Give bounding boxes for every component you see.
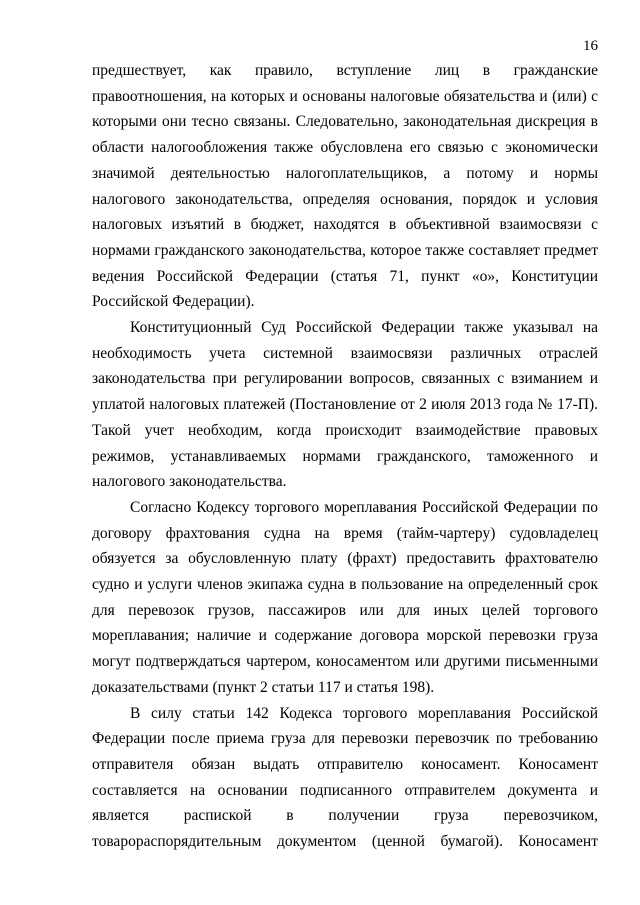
document-body	[92, 58, 598, 855]
paragraph-merchant-shipping-code: Согласно Кодексу торгового мореплавания Российской Федерации по договору фрахтования судна на время (тайм-чартеру) судовладелец обязуется за обусловленную плату (фрахт) предоставить фрахтователю судно и услуги членов экипажа судна в пользование на определенный срок для перевозок грузов, пассажиров или для иных целей торгового мореплавания; наличие и содержание договора морской перевозки груза могут подтверждаться чартером, коносаментом или другими письменными доказательствами (пункт 2 статьи 117 и статья 198).	[92, 498, 598, 696]
paragraph-constitutional-court: Конституционный Суд Российской Федерации также указывал на необходимость учета системной взаимосвязи различных отраслей законодательства при регулировании вопросов, связанных с взиманием и уплатой налоговых платежей (Постановление от 2 июля 2013 года № 17-П). Такой учет необходим, когда происходит взаимодействие правовых режимов, устанавливаемых нормами гражданского, таможенного и налогового законодательства.	[92, 319, 598, 491]
paragraph-bill-of-lading: В силу статьи 142 Кодекса торгового мореплавания Российской Федерации после приема груза для перевозки перевозчик по требованию отправителя обязан выдать отправителю коносамент. Коносамент составляется на основании подписанного отправителем документа и является распиской в получении груза перевозчиком, товарораспорядительным документом (ценной бумагой). Коносамент	[92, 704, 598, 851]
page-number: 16	[583, 38, 598, 54]
paragraph-continued: предшествует, как правило, вступление лиц в гражданские правоотношения, на которых и основаны налоговые обязательства и (или) с которыми они тесно связаны. Следовательно, законодательная дискреция в области налогообложения также обусловлена его связью с экономически значимой деятельностью налогоплательщиков, а потому и нормы налогового законодательства, определяя основания, порядок и условия налоговых изъятий в бюджет, находятся в объективной взаимосвязи с нормами гражданского законодательства, которое также составляет предмет ведения Российской Федерации (статья 71, пункт «о», Конституции Российской Федерации).	[92, 62, 598, 311]
